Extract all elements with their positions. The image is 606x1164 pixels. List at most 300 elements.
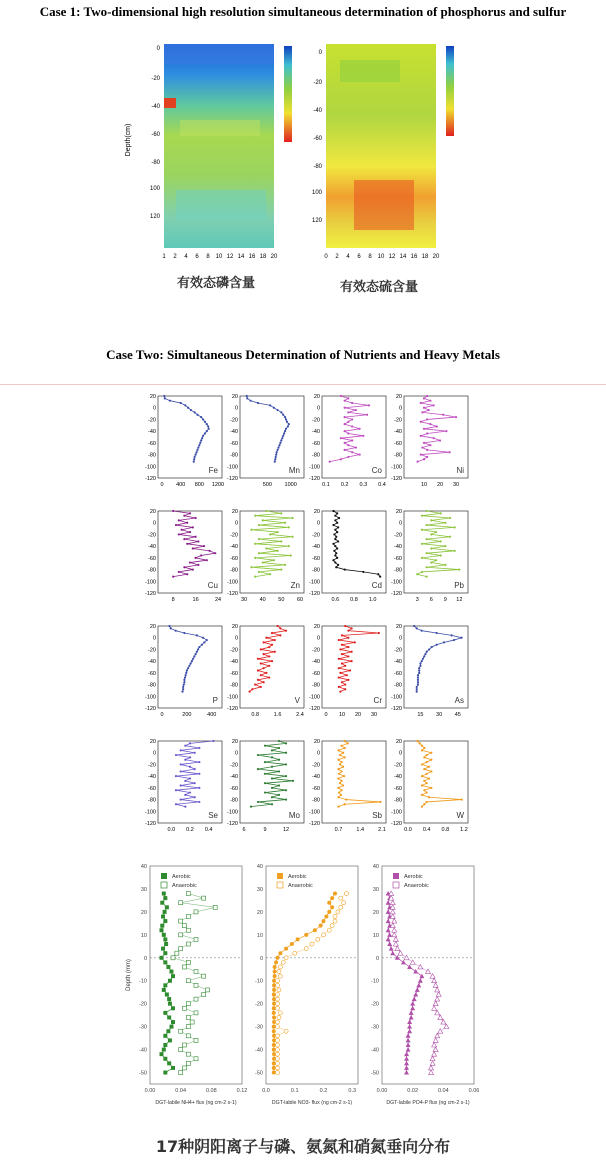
profile-point bbox=[455, 416, 457, 418]
panel-ytick: -80 bbox=[312, 797, 320, 804]
profile-point bbox=[180, 784, 182, 786]
panel-w bbox=[391, 739, 468, 833]
profile-point bbox=[198, 773, 200, 775]
profile-point bbox=[189, 561, 191, 563]
panel-xtick: 6 bbox=[429, 597, 433, 603]
profile-line bbox=[338, 741, 380, 807]
panel-ytick: -20 bbox=[148, 647, 156, 654]
profile-point bbox=[189, 512, 191, 514]
profile-point bbox=[187, 667, 189, 669]
aerobic-point bbox=[272, 988, 276, 992]
profile-point bbox=[192, 547, 194, 549]
profile-point bbox=[279, 627, 281, 629]
panel-ytick: -20 bbox=[312, 762, 320, 769]
profile-point bbox=[337, 768, 339, 770]
profile-point bbox=[183, 683, 185, 685]
profile-point bbox=[192, 568, 194, 570]
anaerobic-point bbox=[277, 1015, 281, 1019]
anaerobic-point bbox=[186, 1025, 190, 1029]
heatmap-s-ytick: -60 bbox=[313, 136, 322, 142]
aerobic-point bbox=[162, 1048, 166, 1052]
profile-point bbox=[444, 522, 446, 524]
panel-ytick: 0 bbox=[398, 750, 402, 757]
heatmap-s-ytick: 100 bbox=[311, 190, 322, 196]
flux-ytick: -10 bbox=[255, 978, 263, 985]
aerobic-point bbox=[416, 983, 421, 988]
heatmap-p-xtick: 4 bbox=[184, 254, 188, 260]
panel-xtick: 0.4 bbox=[204, 827, 213, 833]
panel-xtick: 400 bbox=[207, 712, 217, 718]
profile-point bbox=[344, 416, 346, 418]
profile-point bbox=[186, 573, 188, 575]
profile-point bbox=[436, 632, 438, 634]
anaerobic-point bbox=[438, 1029, 443, 1034]
anaerobic-point bbox=[390, 923, 395, 928]
profile-point bbox=[192, 526, 194, 528]
heatmap-p-ytick: 100 bbox=[149, 186, 160, 192]
profile-point bbox=[271, 644, 273, 646]
panel-element-label: Fe bbox=[208, 466, 218, 475]
panel-xtick: 800 bbox=[194, 482, 204, 488]
profile-point bbox=[342, 766, 344, 768]
profile-point bbox=[430, 561, 432, 563]
aerobic-point bbox=[171, 1066, 175, 1070]
panel-element-label: Cd bbox=[371, 581, 382, 590]
anaerobic-point bbox=[339, 905, 343, 909]
profile-point bbox=[183, 515, 185, 517]
profile-point bbox=[341, 662, 343, 664]
anaerobic-point bbox=[342, 901, 346, 905]
profile-point bbox=[175, 524, 177, 526]
flux-profile-charts bbox=[120, 858, 500, 1128]
profile-point bbox=[428, 796, 430, 798]
aerobic-point bbox=[319, 924, 323, 928]
panel-ytick: 0 bbox=[234, 405, 238, 412]
profile-point bbox=[193, 461, 195, 463]
profile-point bbox=[423, 747, 425, 749]
anaerobic-point bbox=[179, 919, 183, 923]
profile-point bbox=[421, 529, 423, 531]
legend-anaerobic: Anaerobic bbox=[404, 883, 429, 889]
panel-ytick: -80 bbox=[394, 682, 402, 689]
anaerobic-point bbox=[194, 910, 198, 914]
panel-ytick: -120 bbox=[144, 706, 156, 712]
aerobic-point bbox=[413, 969, 418, 974]
panel-ytick: -80 bbox=[148, 797, 156, 804]
profile-point bbox=[342, 752, 344, 754]
profile-point bbox=[421, 543, 423, 545]
profile-point bbox=[263, 641, 265, 643]
anaerobic-point bbox=[278, 974, 282, 978]
profile-point bbox=[258, 552, 260, 554]
profile-point bbox=[423, 789, 425, 791]
panel-ytick: -40 bbox=[394, 429, 402, 436]
profile-point bbox=[271, 756, 273, 758]
anaerobic-point bbox=[183, 965, 187, 969]
caption-sulfur: 有效态硫含量 bbox=[340, 280, 419, 295]
profile-point bbox=[351, 425, 353, 427]
aerobic-point bbox=[163, 937, 167, 941]
profile-point bbox=[450, 634, 452, 636]
panel-mo bbox=[227, 739, 304, 833]
profile-point bbox=[195, 517, 197, 519]
anaerobic-point bbox=[186, 1034, 190, 1038]
panel-ytick: -100 bbox=[144, 694, 156, 701]
panel-p bbox=[145, 624, 222, 718]
heatmap-p-xtick: 10 bbox=[215, 254, 223, 260]
aerobic-point bbox=[272, 1061, 276, 1065]
panel-ytick: -120 bbox=[144, 476, 156, 482]
flux-ytick: -20 bbox=[255, 1001, 263, 1008]
profile-point bbox=[184, 404, 186, 406]
profile-point bbox=[188, 665, 190, 667]
profile-point bbox=[430, 519, 432, 521]
panel-element-label: Mn bbox=[288, 466, 300, 475]
profile-point bbox=[212, 740, 214, 742]
heatmap-p bbox=[125, 44, 292, 260]
profile-point bbox=[191, 660, 193, 662]
profile-point bbox=[332, 559, 334, 561]
profile-point bbox=[337, 787, 339, 789]
profile-point bbox=[189, 791, 191, 793]
profile-point bbox=[454, 526, 456, 528]
profile-point bbox=[426, 449, 428, 451]
profile-point bbox=[278, 770, 280, 772]
flux-ytick: -10 bbox=[139, 978, 147, 985]
profile-point bbox=[199, 442, 201, 444]
anaerobic-point bbox=[278, 1011, 282, 1015]
profile-point bbox=[355, 446, 357, 448]
aerobic-point bbox=[409, 1015, 414, 1020]
profile-point bbox=[198, 787, 200, 789]
profile-point bbox=[185, 672, 187, 674]
profile-point bbox=[418, 672, 420, 674]
profile-point bbox=[250, 566, 252, 568]
panel-ytick: -60 bbox=[148, 555, 156, 562]
profile-point bbox=[347, 679, 349, 681]
profile-point bbox=[197, 564, 199, 566]
panel-ytick: -120 bbox=[226, 706, 238, 712]
flux-panel-nh4 bbox=[126, 864, 247, 1106]
anaerobic-point bbox=[333, 919, 337, 923]
flux-xtick: 0.00 bbox=[376, 1088, 388, 1094]
flux-ytick: 0 bbox=[259, 955, 263, 962]
profile-point bbox=[257, 679, 259, 681]
aerobic-point bbox=[386, 909, 391, 914]
caption-phosphorus: 有效态磷含量 bbox=[177, 276, 256, 291]
profile-point bbox=[418, 667, 420, 669]
heatmap-p-xtick: 1 bbox=[162, 254, 166, 260]
profile-point bbox=[422, 658, 424, 660]
panel-xtick: 30 bbox=[240, 597, 248, 603]
aerobic-point bbox=[163, 910, 167, 914]
profile-point bbox=[278, 444, 280, 446]
profile-point bbox=[341, 681, 343, 683]
anaerobic-point bbox=[194, 997, 198, 1001]
profile-point bbox=[344, 665, 346, 667]
profile-point bbox=[338, 658, 340, 660]
profile-point bbox=[169, 400, 171, 402]
heatmap-p-ytick: -40 bbox=[151, 104, 160, 110]
profile-point bbox=[430, 787, 432, 789]
aerobic-point bbox=[272, 1048, 276, 1052]
profile-point bbox=[284, 564, 286, 566]
panel-ytick: 20 bbox=[313, 509, 320, 515]
anaerobic-point bbox=[390, 905, 395, 910]
profile-point bbox=[429, 400, 431, 402]
anaerobic-point bbox=[186, 1002, 190, 1006]
profile-point bbox=[347, 456, 349, 458]
heatmap-p-xtick: 16 bbox=[248, 254, 256, 260]
profile-point bbox=[280, 411, 282, 413]
profile-point bbox=[351, 418, 353, 420]
profile-point bbox=[419, 665, 421, 667]
profile-point bbox=[337, 759, 339, 761]
heatmap-p-xtick: 12 bbox=[226, 254, 234, 260]
anaerobic-point bbox=[393, 937, 398, 942]
aerobic-point bbox=[163, 1071, 167, 1075]
panel-ytick: -20 bbox=[312, 417, 320, 424]
panel-xtick: 1000 bbox=[284, 482, 297, 488]
profile-point bbox=[284, 430, 286, 432]
aerobic-point bbox=[387, 932, 392, 937]
profile-point bbox=[282, 414, 284, 416]
profile-point bbox=[439, 439, 441, 441]
profile-point bbox=[339, 691, 341, 693]
panel-element-label: Co bbox=[371, 466, 382, 475]
profile-point bbox=[265, 672, 267, 674]
aerobic-point bbox=[168, 1002, 172, 1006]
profile-point bbox=[264, 791, 266, 793]
flux-xtick: 0.08 bbox=[205, 1088, 217, 1094]
profile-point bbox=[277, 449, 279, 451]
profile-point bbox=[175, 775, 177, 777]
aerobic-point bbox=[163, 960, 167, 964]
anaerobic-point bbox=[202, 896, 206, 900]
profile-point bbox=[334, 561, 336, 563]
profile-point bbox=[285, 798, 287, 800]
panel-ytick: -40 bbox=[394, 544, 402, 551]
aerobic-point bbox=[272, 1025, 276, 1029]
profile-point bbox=[280, 568, 282, 570]
panel-ytick: -100 bbox=[308, 579, 320, 586]
anaerobic-point bbox=[276, 993, 280, 997]
panel-sb bbox=[309, 739, 386, 833]
anaerobic-point bbox=[276, 1038, 280, 1042]
profile-point bbox=[180, 749, 182, 751]
profile-point bbox=[423, 780, 425, 782]
profile-point bbox=[426, 651, 428, 653]
panel-ytick: -80 bbox=[394, 452, 402, 459]
profile-line bbox=[247, 396, 289, 462]
profile-point bbox=[263, 653, 265, 655]
heatmap-s-hotspot bbox=[354, 180, 414, 230]
profile-point bbox=[334, 515, 336, 517]
profile-point bbox=[180, 798, 182, 800]
profile-line bbox=[164, 396, 208, 462]
profile-point bbox=[355, 409, 357, 411]
profile-point bbox=[333, 550, 335, 552]
panel-ytick: -120 bbox=[390, 821, 402, 827]
profile-point bbox=[264, 773, 266, 775]
profile-point bbox=[194, 752, 196, 754]
flux-ytick: 40 bbox=[256, 864, 263, 870]
panel-xtick: 0.8 bbox=[251, 712, 260, 718]
profile-point bbox=[428, 766, 430, 768]
panel-ytick: -80 bbox=[394, 567, 402, 574]
panel-ytick: -40 bbox=[230, 429, 238, 436]
profile-point bbox=[268, 676, 270, 678]
profile-point bbox=[338, 676, 340, 678]
anaerobic-point bbox=[327, 928, 331, 932]
profile-point bbox=[340, 780, 342, 782]
profile-point bbox=[204, 421, 206, 423]
profile-point bbox=[286, 421, 288, 423]
profile-point bbox=[344, 625, 346, 627]
legend-aerobic: Aerobic bbox=[404, 874, 423, 880]
aerobic-point bbox=[160, 956, 164, 960]
profile-point bbox=[183, 681, 185, 683]
profile-point bbox=[436, 644, 438, 646]
profile-line bbox=[333, 511, 380, 577]
profile-point bbox=[251, 688, 253, 690]
profile-point bbox=[285, 763, 287, 765]
profile-point bbox=[426, 456, 428, 458]
anaerobic-point bbox=[293, 951, 297, 955]
panel-ytick: 20 bbox=[231, 394, 238, 400]
panel-ytick: -120 bbox=[308, 706, 320, 712]
anaerobic-point bbox=[186, 892, 190, 896]
profile-point bbox=[344, 683, 346, 685]
flux-xtick: 0.06 bbox=[468, 1088, 480, 1094]
aerobic-point bbox=[163, 896, 167, 900]
profile-point bbox=[336, 547, 338, 549]
panel-ytick: 20 bbox=[395, 394, 402, 400]
anaerobic-point bbox=[444, 1024, 449, 1029]
profile-point bbox=[209, 550, 211, 552]
profile-point bbox=[269, 533, 271, 535]
flux-ytick: 20 bbox=[140, 909, 147, 916]
anaerobic-point bbox=[179, 1029, 183, 1033]
panel-ytick: -100 bbox=[390, 694, 402, 701]
aerobic-point bbox=[167, 997, 171, 1001]
panel-ytick: -20 bbox=[394, 647, 402, 654]
profile-point bbox=[189, 531, 191, 533]
aerobic-point bbox=[404, 1052, 409, 1057]
profile-point bbox=[172, 576, 174, 578]
aerobic-point bbox=[324, 914, 328, 918]
profile-point bbox=[426, 791, 428, 793]
anaerobic-point bbox=[276, 1066, 280, 1070]
panel-ytick: -20 bbox=[230, 417, 238, 424]
panel-se bbox=[145, 739, 222, 833]
panel-ytick: 0 bbox=[152, 635, 156, 642]
panel-ytick: -20 bbox=[230, 532, 238, 539]
panel-xtick: 200 bbox=[182, 712, 192, 718]
aerobic-point bbox=[272, 1066, 276, 1070]
aerobic-point bbox=[169, 970, 173, 974]
profile-point bbox=[178, 519, 180, 521]
legend-aerobic: Aerobic bbox=[172, 874, 191, 880]
flux-panel-po4 bbox=[371, 864, 479, 1106]
profile-point bbox=[445, 430, 447, 432]
profile-point bbox=[262, 519, 264, 521]
flux-ytick: 30 bbox=[140, 886, 147, 893]
aerobic-point bbox=[168, 979, 172, 983]
anaerobic-point bbox=[392, 919, 397, 924]
flux-ytick: 0 bbox=[375, 955, 379, 962]
profile-point bbox=[182, 686, 184, 688]
profile-point bbox=[351, 627, 353, 629]
anaerobic-point bbox=[276, 1006, 280, 1010]
heatmap-figures bbox=[120, 40, 460, 270]
panel-ytick: -100 bbox=[226, 694, 238, 701]
panel-ytick: -40 bbox=[312, 774, 320, 781]
section-divider bbox=[0, 384, 606, 385]
panel-ytick: -60 bbox=[312, 440, 320, 447]
flux-ytick: -30 bbox=[371, 1024, 379, 1031]
flux-ytick: 20 bbox=[256, 909, 263, 916]
profile-point bbox=[263, 681, 265, 683]
profile-point bbox=[288, 545, 290, 547]
panel-ytick: -60 bbox=[394, 785, 402, 792]
profile-point bbox=[268, 665, 270, 667]
profile-point bbox=[332, 524, 334, 526]
profile-point bbox=[184, 794, 186, 796]
profile-point bbox=[344, 400, 346, 402]
anaerobic-point bbox=[186, 942, 190, 946]
aerobic-point bbox=[406, 1047, 411, 1052]
profile-point bbox=[262, 561, 264, 563]
profile-point bbox=[285, 742, 287, 744]
aerobic-point bbox=[409, 1010, 414, 1015]
profile-point bbox=[426, 782, 428, 784]
profile-point bbox=[347, 646, 349, 648]
profile-point bbox=[198, 761, 200, 763]
profile-point bbox=[460, 637, 462, 639]
panel-xtick: 0 bbox=[324, 712, 328, 718]
profile-point bbox=[444, 545, 446, 547]
panel-element-label: Sb bbox=[372, 811, 382, 820]
flux-ytick: -30 bbox=[255, 1024, 263, 1031]
legend-anaerobic-marker bbox=[161, 882, 167, 888]
panel-ytick: -80 bbox=[230, 452, 238, 459]
flux-ytick: -30 bbox=[139, 1024, 147, 1031]
legend-anaerobic-marker bbox=[393, 882, 399, 888]
aerobic-point bbox=[162, 892, 166, 896]
profile-point bbox=[178, 571, 180, 573]
profile-point bbox=[283, 432, 285, 434]
panel-xtick: 1.0 bbox=[368, 597, 377, 603]
aerobic-point bbox=[165, 905, 169, 909]
anaerobic-point bbox=[390, 909, 395, 914]
profile-point bbox=[423, 428, 425, 430]
profile-point bbox=[254, 543, 256, 545]
aerobic-point bbox=[386, 919, 391, 924]
profile-point bbox=[194, 782, 196, 784]
profile-point bbox=[268, 646, 270, 648]
flux-panel-no3 bbox=[255, 864, 358, 1106]
profile-point bbox=[336, 531, 338, 533]
profile-point bbox=[285, 789, 287, 791]
panel-xtick: 1200 bbox=[211, 482, 225, 488]
profile-point bbox=[334, 529, 336, 531]
profile-point bbox=[351, 451, 353, 453]
profile-point bbox=[202, 637, 204, 639]
profile-point bbox=[442, 414, 444, 416]
profile-point bbox=[338, 667, 340, 669]
profile-point bbox=[184, 780, 186, 782]
